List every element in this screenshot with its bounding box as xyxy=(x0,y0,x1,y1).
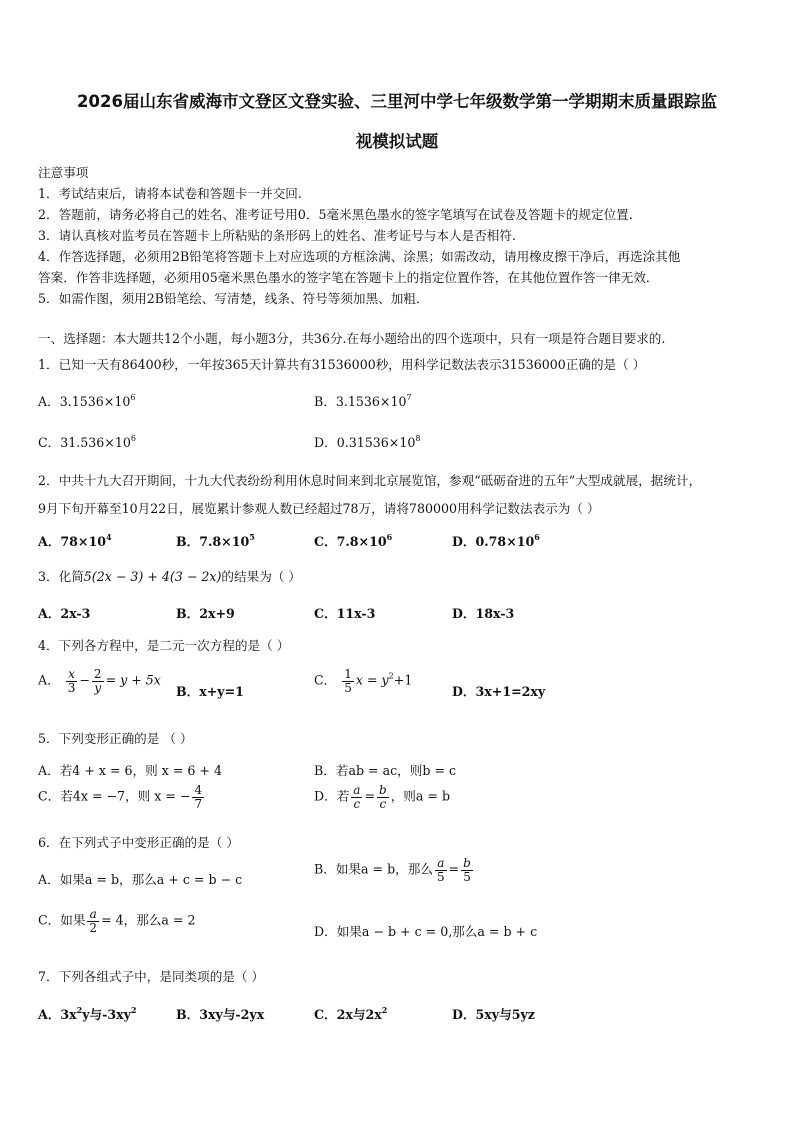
q2-option-a[interactable]: A．$78\times 10^4$ xyxy=(38,532,112,549)
q2-option-c[interactable]: C．$7.8\times 10^6$ xyxy=(314,532,393,549)
q4c-fraction: $\frac{1}{5}$ xyxy=(344,667,352,695)
question-5-stem: 5．下列变形正确的是 （ ） xyxy=(38,731,193,746)
q1-option-b[interactable]: B．$3.1536\times 10^7$ xyxy=(314,393,412,409)
q6b-fraction-1: $\frac{a}{5}$ xyxy=(436,856,445,884)
notice-item-4-cont: 答案．作答非选择题，必须用05毫米黑色墨水的签字笔在答题卡上的指定位置作答，在其他位置作答一律无效． xyxy=(38,270,659,285)
q5-option-c[interactable]: C．若4x = −7，则 x = − $\frac{4}{7}$ xyxy=(38,783,203,811)
q3-expression: 5(2x − 3) + 4(3 − 2x) xyxy=(83,569,222,584)
notice-item-5: 5．如需作图，须用2B铅笔绘、写清楚，线条、符号等须加黑、加粗． xyxy=(38,291,429,306)
q5-option-d[interactable]: D．若 $\frac{a}{c}$ = $\frac{b}{c}$ ，则a = b xyxy=(314,783,451,811)
notice-item-4: 4．作答选择题，必须用2B铅笔将答题卡上对应选项的方框涂满、涂黑；如需改动，请用橡皮擦干净后，再选涂其他 xyxy=(38,249,681,264)
q1-option-c[interactable]: C．$31.536\times 10^6$ xyxy=(38,434,136,450)
q2-option-d[interactable]: D．$0.78\times 10^6$ xyxy=(452,532,540,549)
exam-title-line2: 视模拟试题 xyxy=(355,132,439,151)
notice-item-3: 3．请认真核对监考员在答题卡上所粘贴的条形码上的姓名、准考证号与本人是否相符. xyxy=(38,228,516,243)
q1-option-a[interactable]: A．$3.1536\times 10^6$ xyxy=(38,393,136,409)
q6c-fraction: $\frac{a}{2}$ xyxy=(89,907,98,935)
section-heading: 一、选择题：本大题共12个小题，每小题3分，共36分.在每小题给出的四个选项中，只有一项是符合题目要求的. xyxy=(38,331,666,346)
q3-option-c[interactable]: C．11x-3 xyxy=(314,606,376,621)
q4a-fraction-1: $\frac{x}{3}$ xyxy=(67,667,76,695)
question-6-stem: 6．在下列式子中变形正确的是（ ） xyxy=(38,835,239,850)
q3-option-a[interactable]: A．2x-3 xyxy=(38,606,91,621)
q5-option-a[interactable]: A．若4 + x = 6，则 x = 6 + 4 xyxy=(38,763,222,778)
q5d-fraction-2: $\frac{b}{c}$ xyxy=(379,783,387,811)
q4-option-c[interactable]: C． $\frac{1}{5}$ $x = y^2+1$ xyxy=(314,667,413,695)
question-2-stem-1: 2．中共十九大召开期间，十九大代表纷纷利用休息时间来到北京展览馆，参观“砥砺奋进的五年”大型成就展，据统计， xyxy=(38,473,702,488)
exam-title-line1: 2026届山东省威海市文登区文登实验、三里河中学七年级数学第一学期期末质量跟踪监 xyxy=(77,92,717,111)
notice-item-2: 2．答题前，请务必将自己的姓名、准考证号用0．5毫米黑色墨水的签字笔填写在试卷及答题卡的规定位置. xyxy=(38,207,633,222)
q7-option-c[interactable]: C．2x与$2x^2$ xyxy=(314,1005,388,1022)
q5d-fraction-1: $\frac{a}{c}$ xyxy=(353,783,361,811)
q4-option-b[interactable]: B．x+y=1 xyxy=(176,684,244,699)
q7-option-d[interactable]: D．5xy与5yz xyxy=(452,1007,535,1022)
question-1-stem: 1．已知一天有86400秒，一年按365天计算共有31536000秒，用科学记数法表示31536000正确的是（ ） xyxy=(38,357,646,372)
notice-item-1: 1．考试结束后，请将本试卷和答题卡一并交回. xyxy=(38,186,302,201)
q4a-fraction-2: $\frac{2}{y}$ xyxy=(93,667,102,695)
q3-option-d[interactable]: D．18x-3 xyxy=(452,606,515,621)
q5-option-b[interactable]: B．若ab = ac，则b = c xyxy=(314,763,457,778)
q6-option-a[interactable]: A．如果a = b，那么a + c = b − c xyxy=(38,872,243,887)
question-7-stem: 7．下列各组式子中，是同类项的是（ ） xyxy=(38,969,265,984)
q7-option-b[interactable]: B．3xy与-2yx xyxy=(176,1007,265,1022)
q4-option-d[interactable]: D．3x+1=2xy xyxy=(452,684,546,699)
question-3-stem: 3．化简5(2x − 3) + 4(3 − 2x)的结果为（ ） xyxy=(38,569,301,584)
notice-heading: 注意事项 xyxy=(38,165,89,180)
q4-option-a[interactable]: A． $\frac{x}{3}$ − $\frac{2}{y}$ = y + 5x xyxy=(38,667,161,695)
q7-option-a[interactable]: A．$3x^2y$与$-3xy^2$ xyxy=(38,1005,137,1022)
question-2-stem-2: 9月下旬开幕至10月22日，展览累计参观人数已经超过78万，请将780000用科学记数法表示为（ ） xyxy=(38,501,600,516)
question-4-stem: 4．下列各方程中，是二元一次方程的是（ ） xyxy=(38,638,290,653)
q6b-fraction-2: $\frac{b}{5}$ xyxy=(463,856,471,884)
q3-option-b[interactable]: B．2x+9 xyxy=(176,606,235,621)
q6-option-d[interactable]: D．如果a − b + c = 0,那么a = b + c xyxy=(314,924,538,939)
q6-option-c[interactable]: C．如果 $\frac{a}{2}$ = 4，那么a = 2 xyxy=(38,907,196,935)
q1-option-d[interactable]: D．$0.31536\times 10^8$ xyxy=(314,434,421,450)
q2-option-b[interactable]: B．$7.8\times 10^5$ xyxy=(176,532,255,549)
q5c-fraction: $\frac{4}{7}$ xyxy=(194,783,203,811)
q6-option-b[interactable]: B．如果a = b，那么 $\frac{a}{5}$ = $\frac{b}{5}$ xyxy=(314,856,471,884)
